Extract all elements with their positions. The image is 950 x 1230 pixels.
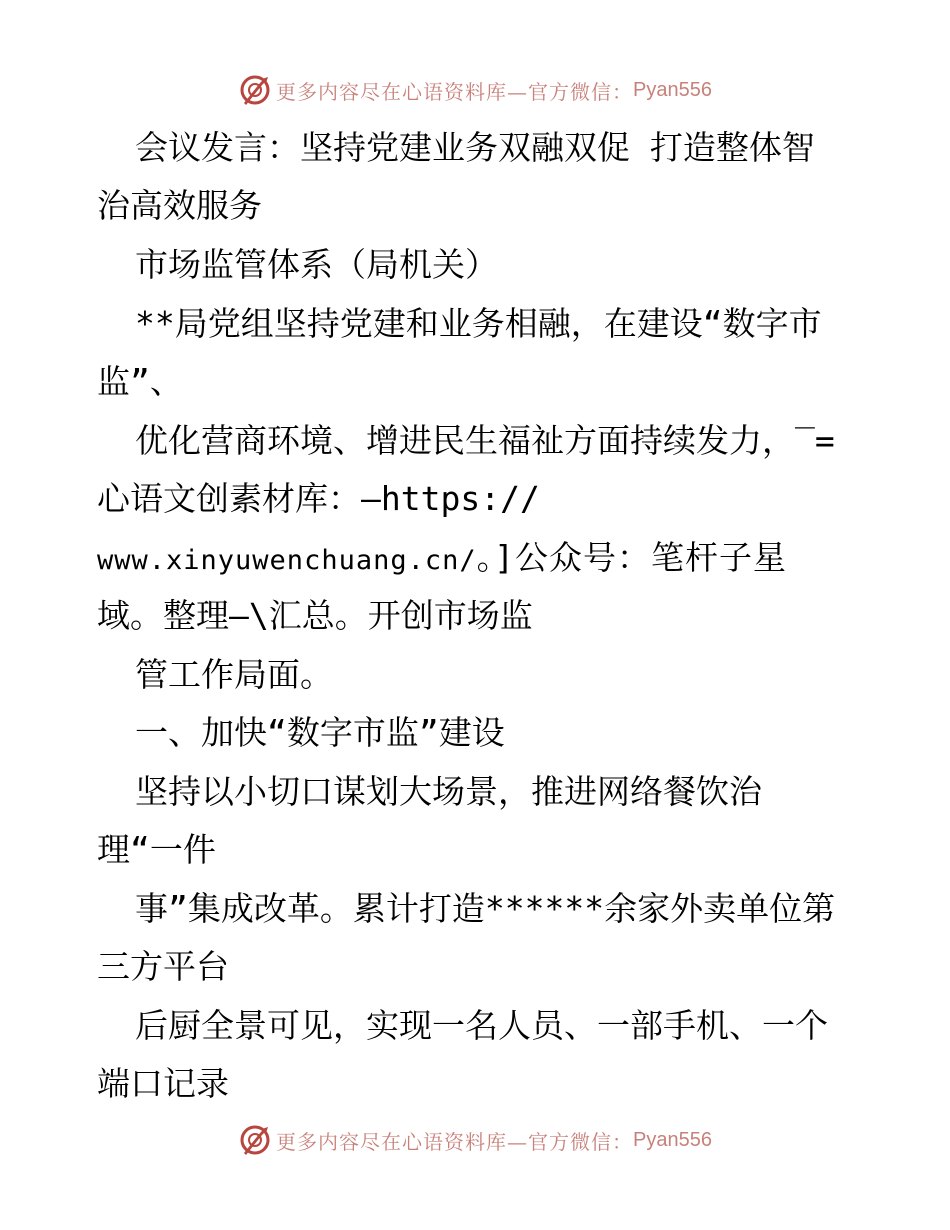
section-heading: 一、加快“数字市监”建设: [135, 713, 505, 752]
body-line: 坚持以小切口谋划大场景，推进网络餐饮治: [135, 772, 762, 811]
body-line: 域。整理—\汇总。开创市场监: [97, 596, 533, 635]
body-line: 管工作局面。: [135, 655, 333, 694]
body-line: 治高效服务: [97, 186, 262, 225]
body-line: 后厨全景可见，实现一名人员、一部手机、一个: [135, 1006, 828, 1045]
body-line: 事”集成改革。累计打造******余家外卖单位第: [135, 889, 836, 928]
brand-logo-icon: [238, 73, 272, 107]
watermark-id: Pyan556: [633, 78, 712, 101]
body-line: 三方平台: [97, 947, 229, 986]
watermark-id: Pyan556: [633, 1128, 712, 1151]
body-line-tail: 。]公众号：笔杆子星: [476, 538, 787, 577]
url-text: www.xinyuwenchuang.cn/: [97, 545, 477, 576]
body-line: 端口记录: [97, 1064, 229, 1103]
body-line: 会议发言：坚持党建业务双融双促 打造整体智: [135, 128, 815, 167]
body-line: 监”、: [97, 362, 183, 401]
body-line: 优化营商环境、增进民生福祉方面持续发力，‾=: [135, 421, 835, 460]
watermark-text: 更多内容尽在心语资料库—官方微信：: [276, 1129, 634, 1154]
body-line: [97, 538, 787, 581]
watermark-text: 更多内容尽在心语资料库—官方微信：: [276, 79, 634, 104]
watermark-header: [0, 70, 950, 110]
body-line: **局党组坚持党建和业务相融，在建设“数字市: [135, 304, 822, 343]
body-line: 市场监管体系（局机关）: [135, 245, 498, 284]
body-line: 心语文创素材库：—https://: [97, 479, 540, 518]
watermark-footer: [0, 1120, 950, 1160]
brand-logo-icon: [238, 1123, 272, 1157]
body-line: 理“一件: [97, 830, 216, 869]
